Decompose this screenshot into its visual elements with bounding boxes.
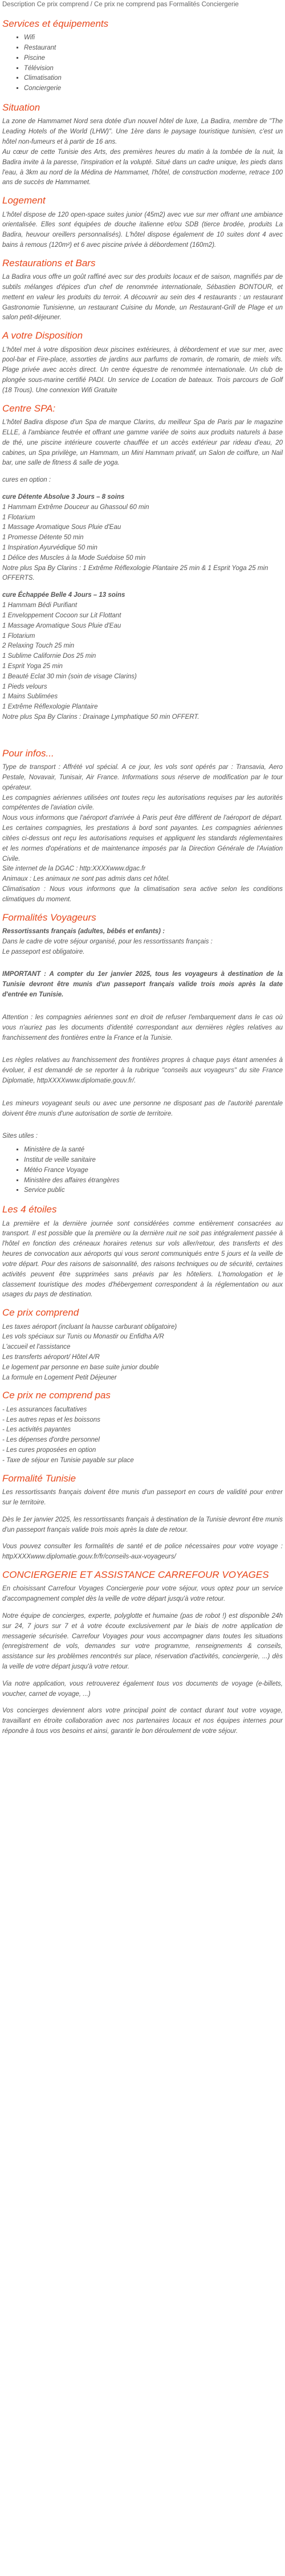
cure-2-line: 1 Beauté Eclat 30 min (soin de visage Clarins) bbox=[2, 673, 137, 680]
comprend-item: Les transferts aéroport/ Hôtel A/R bbox=[2, 1353, 100, 1361]
cure-1-line: 1 Promesse Détente 50 min bbox=[2, 534, 84, 542]
cure-2-line: 2 Relaxing Touch 25 min bbox=[2, 642, 75, 650]
cure-2-line: 1 Massage Aromatique Sous Pluie d'Eau bbox=[2, 622, 121, 629]
ne-comprend-list bbox=[2, 1405, 283, 1466]
formalite-tunisie-p1: Les ressortissants français doivent être munis d'un passeport en cours de validité pour entrer sur le territoire. bbox=[2, 1489, 283, 1506]
breadcrumb: Description Ce prix comprend / Ce prix ne comprend pas Formalités Conciergerie bbox=[2, 1, 239, 8]
logement-text: L'hôtel dispose de 120 open-space suites junior (45m2) avec vue sur mer offrant une ambiance orientalisée. Elles sont équipées de douche italienne et/ou SDB (tierce brodée, produits La Badira, heuvour oreillers personnalisés). L'hôtel dispose également de 10 suites dont 4 avec bains à remous (120m²) et 6 avec piscine privée à débordement (160m2). bbox=[2, 211, 283, 249]
infos-voyage: Type de transport : Affrété vol spécial. A ce jour, les vols sont opérés par : Transavia, Aero Pestale, Novavair, Tunisair, Air France. Informations sous réserve de modification par le tour opérateur. bbox=[2, 764, 283, 791]
cure-1-line: 1 Flotarium bbox=[2, 514, 35, 521]
site-link[interactable]: ▪ Ministère des affaires étrangères bbox=[24, 1176, 283, 1186]
situation-text-2: Au cœur de cette Tunisie des Arts, des premières heures du matin à la tombée de la nuit, la Badira invite à la paresse, l'inspiration et la volupté. Situé dans un cadre unique, les pieds dans l'eau, à 3km au nord de la Médina de Hammamet, l'hôtel, de construction moderne, retrace 100 ans de succès de Hammamet. bbox=[2, 148, 283, 186]
service-item: ▪ Conciergerie bbox=[24, 84, 283, 94]
cure-2-title: cure Échappée Belle 4 Jours – 13 soins bbox=[2, 592, 125, 599]
ne-comprend-item: - Les dépenses d'ordre personnel bbox=[2, 1436, 100, 1444]
ne-comprend-title: Ce prix ne comprend pas bbox=[2, 1390, 111, 1401]
disposition-title: A votre Disposition bbox=[2, 330, 83, 341]
cure-1-line: 1 Inspiration Ayurvédique 50 min bbox=[2, 544, 97, 552]
cure-1-title: cure Détente Absolue 3 Jours – 8 soins bbox=[2, 493, 125, 500]
service-item: ▪ Télévision bbox=[24, 64, 283, 74]
ne-comprend-item: - Taxe de séjour en Tunisie payable sur place bbox=[2, 1456, 134, 1464]
formalites-p1: Dans le cadre de votre séjour organisé, pour les ressortissants français : bbox=[2, 938, 213, 945]
conciergerie-p4: Vos concierges deviennent alors votre principal point de contact durant tout votre voyage, travaillant en étroite collaboration avec nos partenaires locaux et nos équipes internes pour répondre à tous vos besoins et ainsi, garantir le bon déroulement de votre séjour. bbox=[2, 1707, 283, 1735]
formalites-attention: Attention : les compagnies aériennes sont en droit de refuser l'embarquement dans le cas où vous n'auriez pas les documents d'identité correspondant aux dernières règles relatives au franchissement des frontières entre la France et la Tunisie. bbox=[2, 1014, 283, 1041]
infos-compagnies: Les compagnies aériennes utilisées ont toutes reçu les autorisations requises par les autorités compétentes de l'aviation civile. bbox=[2, 794, 283, 812]
service-item: ▪ Climatisation bbox=[24, 74, 283, 84]
ne-comprend-item: - Les assurances facultatives bbox=[2, 1406, 87, 1413]
formalite-tunisie-p3: Vous pouvez consulter les formalités de santé et de police nécessaires pour votre voyage : httpXXXXwww.diplomatie.gouv.fr/fr/conseils-aux-voyageurs/ bbox=[2, 1543, 283, 1561]
infos-compagnies-2: Nous vous informons que l'aéroport d'arrivée à Paris peut être différent de l'aéroport de départ. Les certaines compagnies, les prestations à bord sont payantes. Les compagnies aériennes citées ci-dessus ont reçu les autorisations requises et appliquent les standards réglementaires et les normes d'opérations et de maintenance imposés par la Direction Générale de l'Aviation Civile. bbox=[2, 815, 283, 862]
service-item: ▪ Restaurant bbox=[24, 43, 283, 54]
site-link[interactable]: ▪ Institut de veille sanitaire bbox=[24, 1155, 283, 1166]
situation-text-1: La zone de Hammamet Nord sera dotée d'un nouvel hôtel de luxe, La Badira, membre de "The Leading Hotels of the World (LHW)". Une 1ère dans le paysage touristique tunisien, c'est un hôtel non-fumeurs et à partir de 16 ans. bbox=[2, 118, 283, 146]
cure-2-line: 1 Enveloppement Cocoon sur Lit Flottant bbox=[2, 612, 121, 619]
cure-2-line: 1 Mains Sublimées bbox=[2, 693, 58, 701]
logement-title: Logement bbox=[2, 195, 46, 206]
conciergerie-p1: En choisissant Carrefour Voyages Conciergerie pour votre séjour, vous optez pour un service d'accompagnement complet dès la veille de votre départ jusqu'à votre retour. bbox=[2, 1585, 283, 1603]
etoiles-text: La première et la dernière journée sont considérées comme entièrement consacrées au transport. Il est possible que la première ou la dernière nuit ne soit pas intégralement passée à l'hôtel en fonction des créneaux horaires retenus sur vols aller/retour, des transferts et des heures de convocation aux aéroports qui vous seront communiqués entre 5 jours et la veille de votre départ. Pour des raisons de saisonnalité, des raisons techniques ou de sécurité, certaines activités peuvent être supprimées sans préavis par les hôteliers. L'homologation et le classement touristique des modes d'hébergement correspondent à la réglementation ou aux usages du pays de destination. bbox=[2, 1220, 283, 1299]
cure-2-line: 1 Esprit Yoga 25 min bbox=[2, 662, 63, 670]
cure-1-line: 1 Délice des Muscles à la Mode Suédoise 50 min bbox=[2, 554, 146, 561]
infos-climat: Climatisation : Nous vous informons que la climatisation sera active selon les conditions climatiques du moment. bbox=[2, 885, 283, 903]
site-link[interactable]: ▪ Service public bbox=[24, 1186, 283, 1196]
ne-comprend-item: - Les cures proposées en option bbox=[2, 1447, 96, 1454]
cure-1-line: Notre plus Spa By Clarins : 1 Extrême Réflexologie Plantaire 25 min & 1 Esprit Yoga 25 min OFFERTS. bbox=[2, 564, 268, 582]
services-list bbox=[2, 33, 283, 94]
cure-1 bbox=[2, 493, 283, 584]
sites-label: Sites utiles : bbox=[2, 1133, 38, 1140]
comprend-item: La formule en Logement Petit Déjeuner bbox=[2, 1374, 117, 1381]
spa-text: L'hôtel Badira dispose d'un Spa de marque Clarins, du meilleur Spa de Paris par le magazine ELLE, à l'ambiance feutrée et offrant une gamme variée de soins aux produits naturels à base de thé, une piscine intérieure couverte chauffée et un accès extérieur par rideau d'eau, 20 cabines, un Spa privilège, un Hammam, un Mini Hammam privatif, un Salon de coiffure, un Nail bar, une salle de fitness & salle de yoga. bbox=[2, 419, 283, 467]
restaurants-title: Restaurations et Bars bbox=[2, 257, 96, 268]
ne-comprend-item: - Les activités payantes bbox=[2, 1426, 71, 1434]
cure-1-line: 1 Massage Aromatique Sous Pluie d'Eau bbox=[2, 524, 121, 531]
situation-title: Situation bbox=[2, 102, 40, 113]
cure-2-line: 1 Hammam Bédi Purifiant bbox=[2, 602, 78, 609]
comprend-item: Les taxes aéroport (incluant la hausse carburant obligatoire) bbox=[2, 1323, 177, 1330]
service-item: ▪ Wifi bbox=[24, 33, 283, 43]
etoiles-title: Les 4 étoiles bbox=[2, 1204, 57, 1215]
site-link[interactable]: ▪ Ministère de la santé bbox=[24, 1145, 283, 1155]
cure-2-line: 1 Flotarium bbox=[2, 632, 35, 640]
sites-list bbox=[2, 1145, 283, 1196]
cure-2 bbox=[2, 591, 283, 723]
comprend-item: L'accueil et l'assistance bbox=[2, 1344, 71, 1351]
restaurants-text: La Badira vous offre un goût raffiné avec sur des produits locaux et de saison, magnifiés par de subtils mélanges d'épices d'un chef de renommée internationale, Sébastien BONTOUR, et mettent en valeur les produits du terroir. A découvrir au sein des 4 restaurants : un restaurant Gastronomie Tunisienne, un restaurant Cuisine du Monde, un Restaurant-Grill de Plage et un salon petit-déjeuner. bbox=[2, 274, 283, 322]
infos-animaux: Animaux : Les animaux ne sont pas admis dans cet hôtel. bbox=[2, 876, 170, 883]
formalites-ressortissants: Ressortissants français (adultes, bébés et enfants) : bbox=[2, 928, 165, 935]
site-link[interactable]: ▪ Météo France Voyage bbox=[24, 1166, 283, 1176]
cures-label: cures en option : bbox=[2, 477, 51, 484]
formalites-title: Formalités Voyageurs bbox=[2, 911, 96, 923]
formalites-p1b: Le passeport est obligatoire. bbox=[2, 948, 85, 955]
spa-title: Centre SPA: bbox=[2, 402, 56, 414]
infos-title: Pour infos... bbox=[2, 747, 54, 759]
comprend-list bbox=[2, 1322, 283, 1383]
formalites-regles: Les règles relatives au franchissement des frontières propres à chaque pays étant amenées à évoluer, il est demandé de se reporter à la rubrique "conseils aux voyageurs" du site France Diplomatie, httpXXXXwww.diplomatie.gouv.fr/. bbox=[2, 1057, 283, 1084]
cure-2-line: 1 Extrême Réflexologie Plantaire bbox=[2, 703, 98, 711]
conciergerie-p2: Notre équipe de concierges, experte, polyglotte et humaine (pas de robot !) est disponible 24h sur 24, 7 jours sur 7 et à votre écoute exclusivement par le biais de notre application de messagerie sécurisée. Carrefour Voyages pour vous accompagner dans toutes les situations (enregistrement de vols, demandes sur votre programme, renseignements & conseils, assistance sur les problèmes rencontrés sur place, réservation d'activités, conciergerie, ...) dès la veille de votre départ jusqu'à votre retour. bbox=[2, 1612, 283, 1671]
formalites-mineurs: Les mineurs voyageant seuls ou avec une personne ne disposant pas de l'autorité parentale doivent être munis d'une autorisation de sortie de territoire. bbox=[2, 1100, 283, 1117]
service-item: ▪ Piscine bbox=[24, 54, 283, 64]
cure-2-line: 1 Sublime Californie Dos 25 min bbox=[2, 653, 96, 660]
comprend-item: Le logement par personne en base suite junior double bbox=[2, 1364, 159, 1371]
conciergerie-title: CONCIERGERIE ET ASSISTANCE CARREFOUR VOYAGES bbox=[2, 1569, 269, 1580]
infos-dgac: Site internet de la DGAC : http:XXXXwww.dgac.fr bbox=[2, 865, 146, 873]
cure-2-line: Notre plus Spa By Clarins : Drainage Lymphatique 50 min OFFERT. bbox=[2, 714, 199, 721]
cure-1-line: 1 Hammam Extrême Douceur au Ghassoul 60 min bbox=[2, 503, 149, 511]
disposition-text: L'hôtel met à votre disposition deux piscines extérieures, à débordement et vue sur mer, avec pool-bar et Fire-place, assorties de jardins aux parfums de romarin, de romarin, de miels vifs. Plage privée avec accès direct. Un centre équestre de renommée internationale. Un club de plongée sous-marine certifié PADI. Un service de Location de bateaux. Trois parcours de Golf (18 Trous). Une connexion Wifi Gratuite bbox=[2, 346, 283, 394]
ne-comprend-item: - Les autres repas et les boissons bbox=[2, 1416, 100, 1423]
formalite-tunisie-p2: Dès le 1er janvier 2025, les ressortissants français à destination de la Tunisie devront être munis d'un passeport français valide trois mois après la date de retour. bbox=[2, 1516, 283, 1533]
formalites-important: IMPORTANT : A compter du 1er janvier 2025, tous les voyageurs à destination de la Tunisie devront être munis d'un passeport français valide trois mois après la date d'entrée en Tunisie. bbox=[2, 971, 283, 999]
comprend-title: Ce prix comprend bbox=[2, 1307, 79, 1318]
formalite-tunisie-title: Formalité Tunisie bbox=[2, 1472, 76, 1484]
cure-2-line: 1 Pieds velours bbox=[2, 683, 47, 690]
conciergerie-p3: Via notre application, vous retrouverez également tous vos documents de voyage (e-billets, voucher, carnet de voyage, ...) bbox=[2, 1680, 283, 1698]
services-title: Services et équipements bbox=[2, 18, 109, 29]
comprend-item: Les vols spéciaux sur Tunis ou Monastir ou Enfidha A/R bbox=[2, 1333, 164, 1341]
